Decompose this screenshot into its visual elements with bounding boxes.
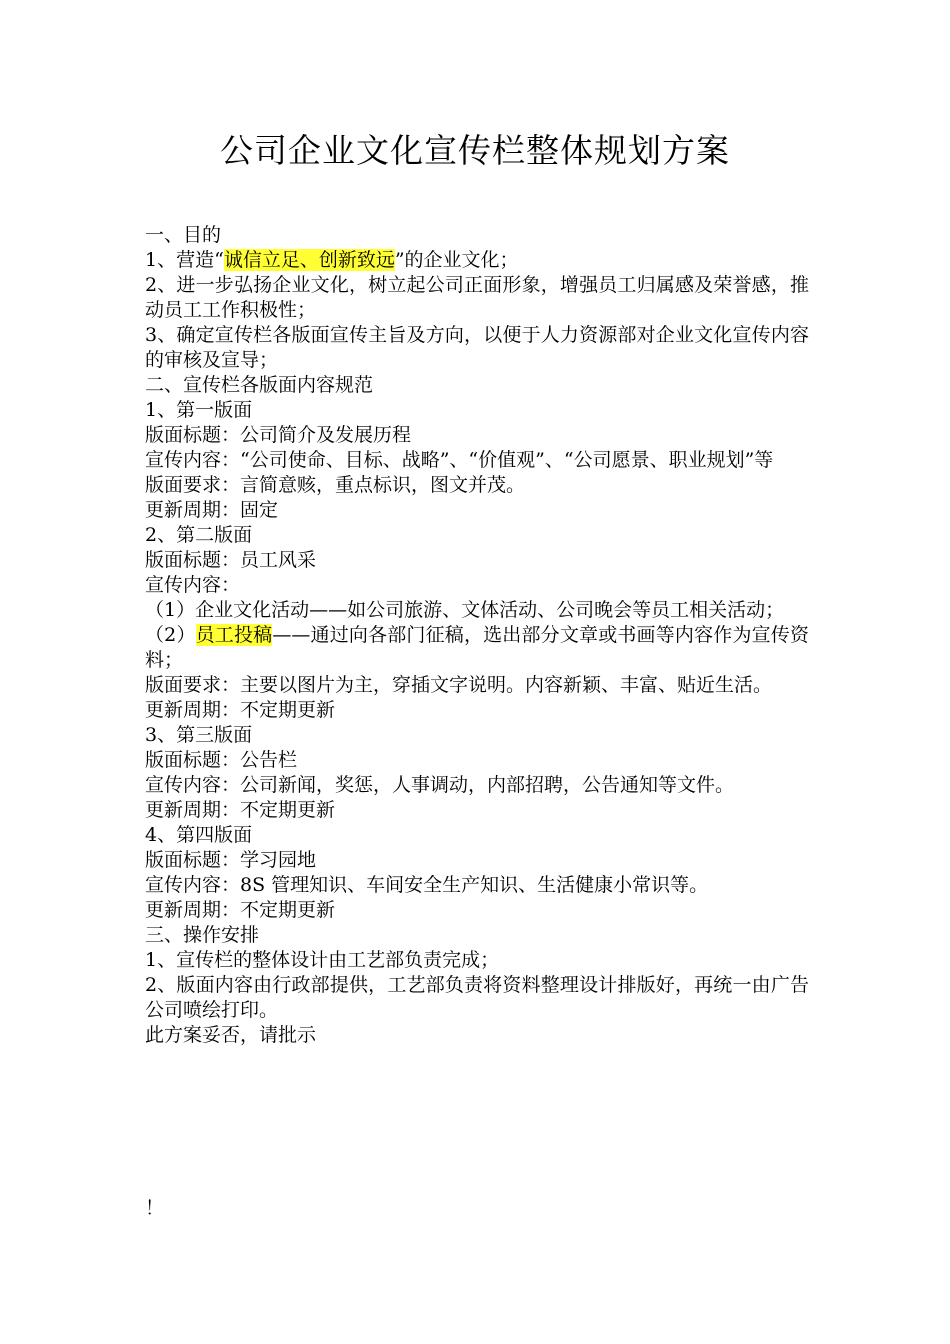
board-3-heading: 3、第三版面 <box>145 724 253 746</box>
purpose-item-2: 2、进一步弘扬企业文化，树立起公司正面形象，增强员工归属感及荣誉感，推动员工工作积极性； <box>145 274 809 321</box>
section-heading-operations: 三、操作安排 <box>145 924 260 946</box>
board-1-update-cycle: 更新周期：固定 <box>145 499 279 521</box>
board-3-title: 版面标题：公告栏 <box>145 749 298 771</box>
board-1-heading: 1、第一版面 <box>145 399 253 421</box>
board-3-update-cycle: 更新周期：不定期更新 <box>145 799 336 821</box>
purpose-item-1-prefix: 1、营造“ <box>145 249 224 271</box>
document-body <box>145 223 809 1048</box>
purpose-item-3: 3、确定宣传栏各版面宣传主旨及方向，以便于人力资源部对企业文化宣传内容的审核及宣导； <box>145 324 809 371</box>
section-heading-board-specs: 二、宣传栏各版面内容规范 <box>145 374 374 396</box>
board-2-heading: 2、第二版面 <box>145 524 253 546</box>
purpose-item-1 <box>145 248 809 273</box>
board-2-update-cycle: 更新周期：不定期更新 <box>145 699 336 721</box>
board-4-heading: 4、第四版面 <box>145 824 253 846</box>
board-2-content-item-2-suffix: ——通过向各部门征稿，选出部分文章或书画等内容作为宣传资料； <box>145 624 809 671</box>
board-1-content: 宣传内容：“公司使命、目标、战略”、“价值观”、“公司愿景、职业规划”等 <box>145 449 774 471</box>
board-1-requirements: 版面要求：言简意赅，重点标识，图文并茂。 <box>145 474 526 496</box>
approval-request: 此方案妥否，请批示 <box>145 1024 317 1046</box>
board-2-title: 版面标题：员工风采 <box>145 549 317 571</box>
operations-item-1: 1、宣传栏的整体设计由工艺部负责完成； <box>145 949 500 971</box>
highlighted-slogan: 诚信立足、创新致远 <box>223 249 395 271</box>
highlighted-employee-submissions: 员工投稿 <box>195 624 273 646</box>
board-3-content: 宣传内容：公司新闻，奖惩，人事调动，内部招聘，公告通知等文件。 <box>145 774 735 796</box>
board-4-title: 版面标题：学习园地 <box>145 849 317 871</box>
board-2-content-item-2-prefix: （2） <box>145 624 196 646</box>
operations-item-2: 2、版面内容由行政部提供，工艺部负责将资料整理设计排版好，再统一由广告公司喷绘打印。 <box>145 974 809 1021</box>
document-title: 公司企业文化宣传栏整体规划方案 <box>220 131 730 170</box>
board-2-content-item-2 <box>145 623 809 673</box>
purpose-item-1-suffix: ”的企业文化； <box>394 249 519 271</box>
board-2-content-item-1: （1）企业文化活动——如公司旅游、文体活动、公司晚会等员工相关活动； <box>145 599 785 621</box>
board-1-title: 版面标题：公司简介及发展历程 <box>145 424 412 446</box>
section-heading-purpose: 一、目的 <box>145 224 222 246</box>
trailing-exclamation: ！ <box>145 1197 165 1219</box>
board-4-update-cycle: 更新周期：不定期更新 <box>145 899 336 921</box>
board-2-requirements: 版面要求：主要以图片为主，穿插文字说明。内容新颖、丰富、贴近生活。 <box>145 674 773 696</box>
board-4-content: 宣传内容：8S 管理知识、车间安全生产知识、生活健康小常识等。 <box>145 874 709 896</box>
board-2-content-label: 宣传内容： <box>145 574 241 596</box>
